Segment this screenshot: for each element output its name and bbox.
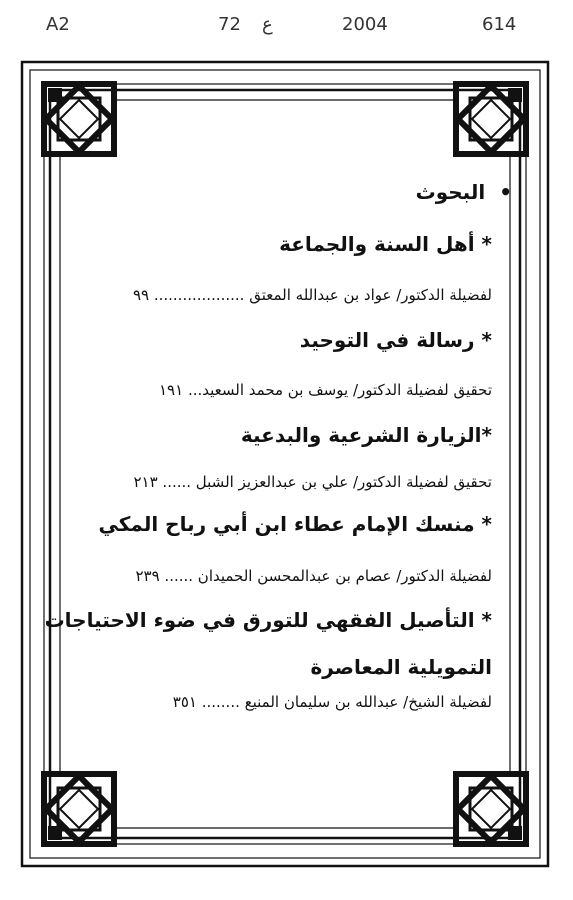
entry-title	[62, 423, 492, 447]
entry-2-title: * رسالة في التوحيد	[299, 328, 492, 352]
corner-knot-bottom-left	[44, 774, 114, 844]
handwritten-note-ain: ع	[262, 14, 273, 35]
entry-credit	[62, 380, 492, 399]
section-title: البحوث	[415, 180, 486, 204]
entry-title	[62, 328, 492, 352]
entry-title	[62, 512, 492, 536]
entry-1-title: * أهل السنة والجماعة	[279, 232, 492, 256]
corner-knot-top-left	[44, 84, 114, 154]
entry-credit	[62, 692, 492, 711]
entry-title	[62, 232, 492, 256]
entry-credit	[62, 566, 492, 585]
corner-knot-top-right	[456, 84, 526, 154]
handwritten-note-right: 614	[482, 14, 517, 35]
entry-5-title-line2: التمويلية المعاصرة	[310, 655, 492, 679]
handwritten-note-year: 2004	[342, 14, 388, 35]
handwritten-note-72: 72	[218, 14, 241, 35]
section-heading	[62, 180, 512, 204]
entry-5-credit: لفضيلة الشيخ/ عبدالله بن سليمان المنيع ........ ٣٥١	[172, 693, 492, 711]
entry-4-title: * منسك الإمام عطاء ابن أبي رباح المكي	[98, 512, 492, 536]
entry-title	[44, 608, 492, 632]
entry-title-continued	[62, 655, 492, 679]
corner-knot-bottom-right	[456, 774, 526, 844]
entry-credit	[62, 285, 492, 304]
entry-credit	[62, 472, 492, 491]
entry-3-credit: تحقيق لفضيلة الدكتور/ علي بن عبدالعزيز الشبل ...... ٢١٣	[133, 473, 492, 491]
entry-5-title: * التأصيل الفقهي للتورق في ضوء الاحتياجات	[44, 608, 492, 632]
entry-3-title: *الزيارة الشرعية والبدعية	[240, 423, 492, 447]
entry-2-credit: تحقيق لفضيلة الدكتور/ يوسف بن محمد السعيد... ١٩١	[159, 381, 492, 399]
section-bullet: •	[499, 180, 512, 204]
entry-4-credit: لفضيلة الدكتور/ عصام بن عبدالمحسن الحميدان ...... ٢٣٩	[135, 567, 492, 585]
entry-1-credit: لفضيلة الدكتور/ عواد بن عبدالله المعتق ................... ٩٩	[132, 286, 492, 304]
handwritten-note-left: A2	[46, 14, 70, 35]
